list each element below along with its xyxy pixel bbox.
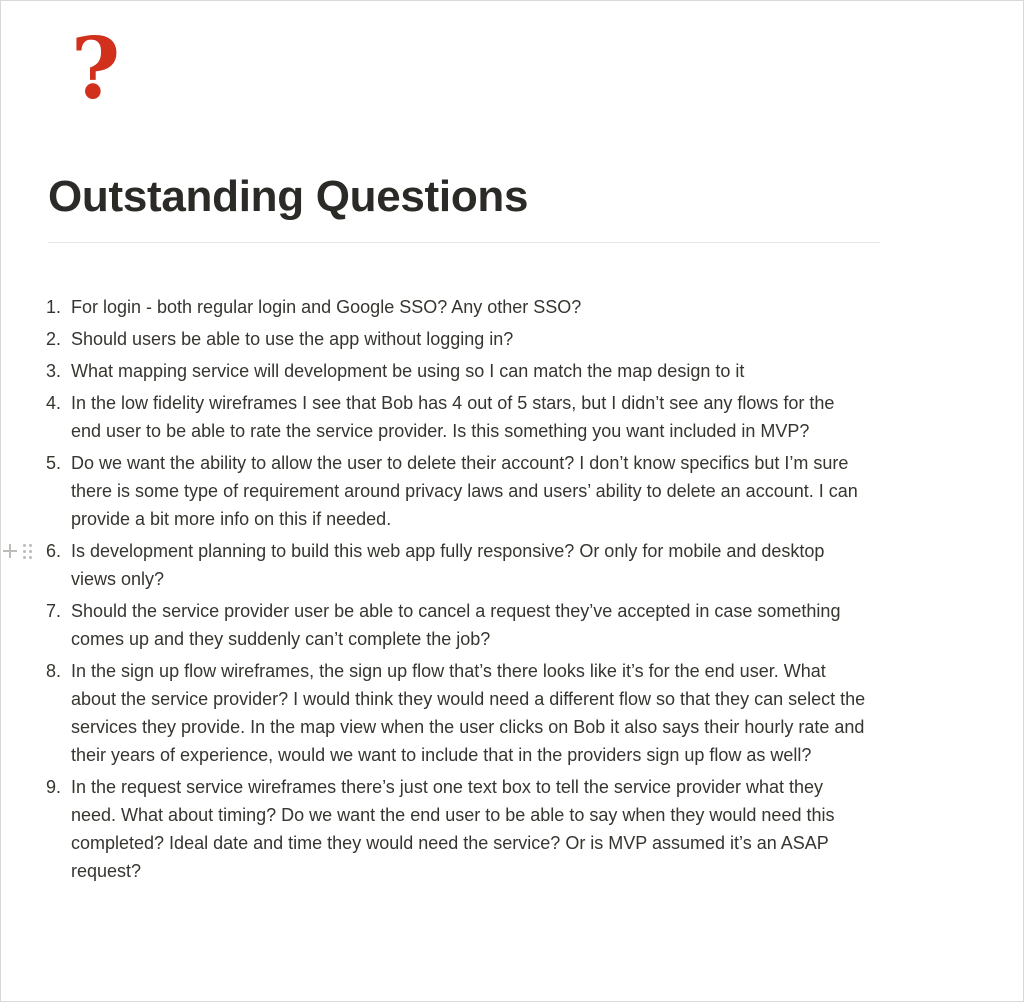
list-number: 4. [45,393,61,413]
list-number: 8. [45,661,61,681]
list-number: 1. [45,297,61,317]
list-item-text[interactable]: Do we want the ability to allow the user to delete their account? I don’t know specifics but I’m sure there is some type of requirement around privacy laws and users’ ability to delete an account. I can provide a bit more info on this if needed. [71,453,858,529]
list-item-text[interactable]: In the low fidelity wireframes I see that Bob has 4 out of 5 stars, but I didn’t see any flows for the end user to be able to rate the service provider. Is this something you want included in MVP? [71,393,835,441]
list-item-text[interactable]: For login - both regular login and Google SSO? Any other SSO? [71,297,582,317]
list-item-5[interactable] [1,449,1023,537]
red-question-mark-icon[interactable]: ? [71,19,121,118]
list-item-8[interactable] [1,657,1023,773]
list-item-6[interactable] [1,537,1023,597]
title-divider [48,242,880,243]
list-item-text[interactable]: What mapping service will development be using so I can match the map design to it [71,361,745,381]
list-item-1[interactable] [1,293,1023,325]
list-item-3[interactable] [1,357,1023,389]
list-item-2[interactable] [1,325,1023,357]
block-hover-controls [3,541,32,561]
list-number: 6. [45,541,61,561]
list-item-text[interactable]: In the sign up flow wireframes, the sign up flow that’s there looks like it’s for the end user. What about the service provider? I would think they would need a different flow so that they can select the services they provide. In the map view when the user clicks on Bob it also says their hourly rate and their years of experience, would we want to include that in the providers sign up flow as well? [71,661,866,765]
list-item-text[interactable]: Should the service provider user be able to cancel a request they’ve accepted in case something comes up and they suddenly can’t complete the job? [71,601,841,649]
list-number: 7. [45,601,61,621]
list-number: 2. [45,329,61,349]
list-number: 9. [45,777,61,797]
page-title[interactable]: Outstanding Questions [48,172,529,221]
list-item-9[interactable] [1,773,1023,889]
questions-numbered-list [1,293,1023,889]
list-item-4[interactable] [1,389,1023,449]
drag-handle-icon[interactable] [23,544,32,559]
plus-icon[interactable] [3,544,17,558]
list-item-text[interactable]: Is development planning to build this web app fully responsive? Or only for mobile and desktop views only? [71,541,825,589]
list-item-text[interactable]: In the request service wireframes there’s just one text box to tell the service provider what they need. What about timing? Do we want the end user to be able to say when they would need this completed? Ideal date and time they would need the service? Or is MVP assumed it’s an ASAP request? [71,777,835,881]
list-number: 5. [45,453,61,473]
list-item-text[interactable]: Should users be able to use the app without logging in? [71,329,514,349]
list-item-7[interactable] [1,597,1023,657]
list-number: 3. [45,361,61,381]
